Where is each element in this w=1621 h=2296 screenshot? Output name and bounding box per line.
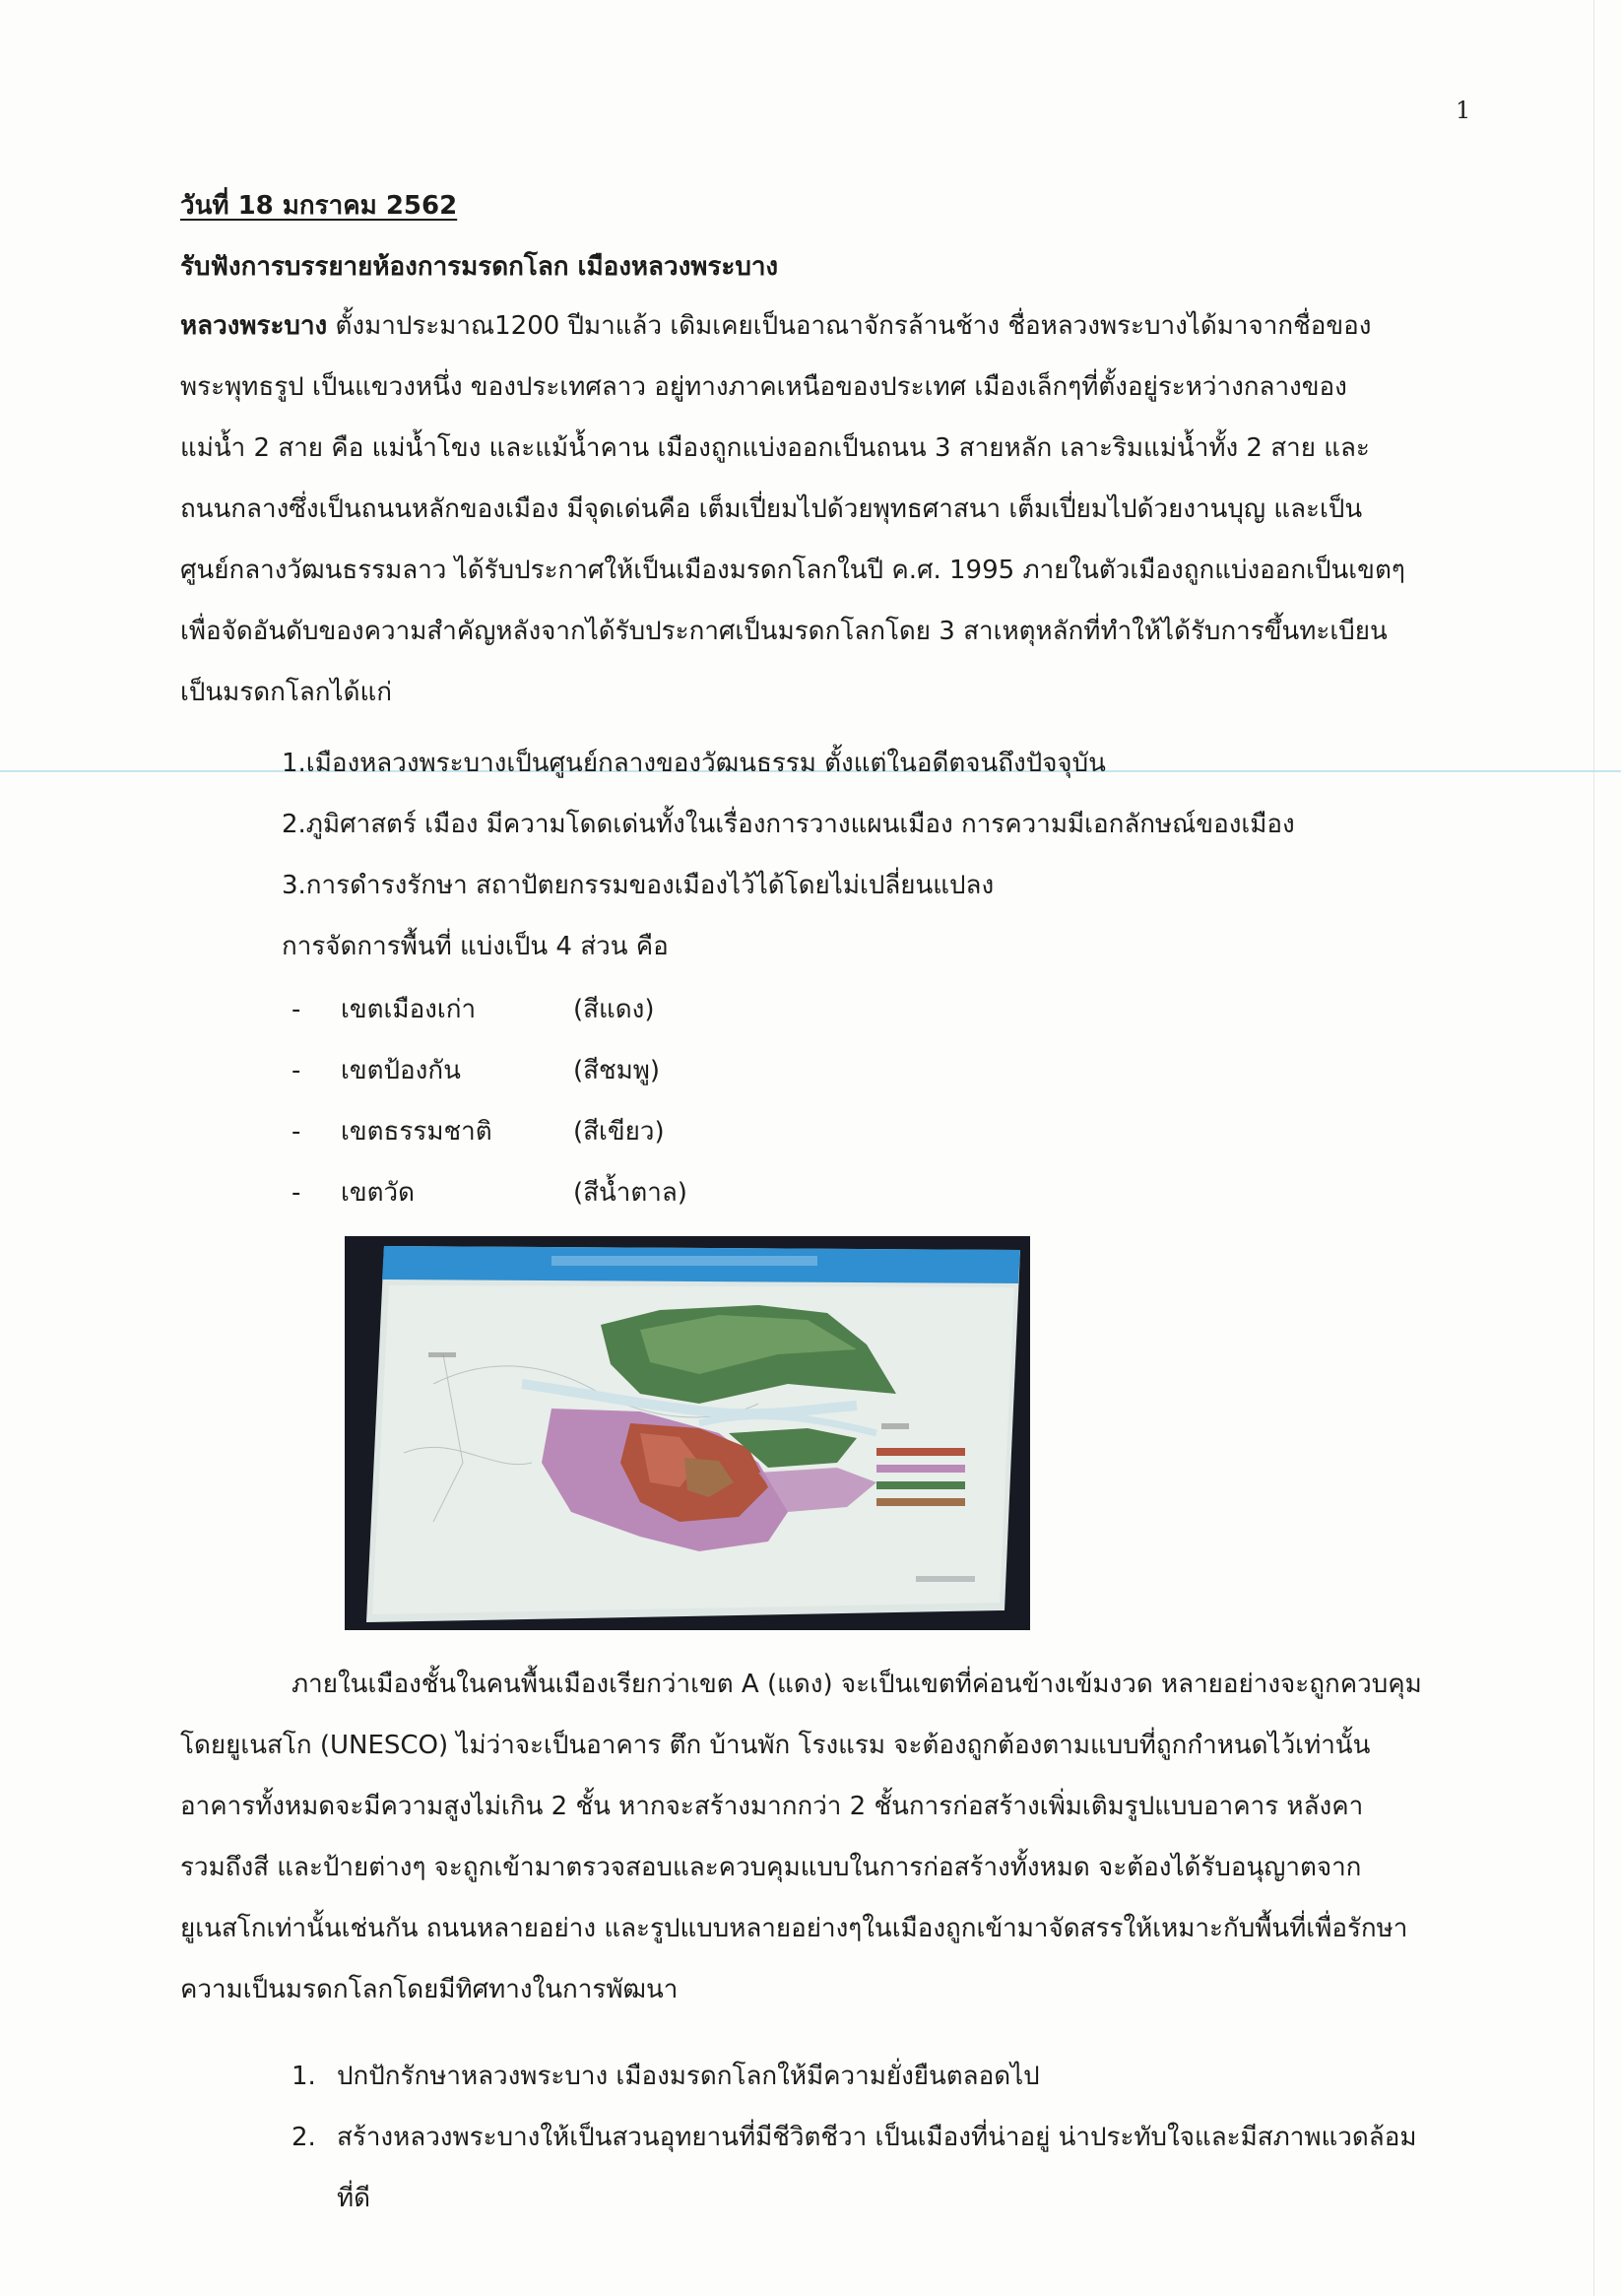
reason-item-3: 3.การดำรงรักษา สถาปัตยกรรมของเมืองไว้ได้โดยไม่เปลี่ยนแปลง <box>282 871 995 900</box>
goal-text: สร้างหลวงพระบางให้เป็นสวนอุทยานที่มีชีวิตชีวา เป็นเมืองที่น่าอยู่ น่าประทับใจและมีสภาพแวดล้อม <box>337 2123 1417 2152</box>
zone-dash: - <box>292 995 301 1024</box>
intro-line-4: ถนนกลางซึ่งเป็นถนนหลักของเมือง มีจุดเด่นคือ เต็มเปี่ยมไปด้วยพุทธศาสนา เต็มเปี่ยมไปด้วยงานบุญ และเป็น <box>180 494 1363 524</box>
document-title: รับฟังการบรรยายห้องการมรดกโลก เมืองหลวงพระบาง <box>180 252 779 282</box>
body-line-3: อาคารทั้งหมดจะมีความสูงไม่เกิน 2 ชั้น หากจะสร้างมากกว่า 2 ชั้นการก่อสร้างเพิ่มเติมรูปแบบอาคาร หลังคา <box>180 1792 1364 1821</box>
body-line-6: ความเป็นมรดกโลกโดยมีทิศทางในการพัฒนา <box>180 1975 679 2004</box>
zone-name: เขตป้องกัน <box>341 1056 461 1085</box>
page-number: 1 <box>1456 97 1471 124</box>
reason-item-1: 1.เมืองหลวงพระบางเป็นศูนย์กลางของวัฒนธรรม ตั้งแต่ในอดีตจนถึงปัจจุบัน <box>282 749 1106 778</box>
intro-lead: หลวงพระบาง <box>180 311 328 341</box>
scan-edge-line <box>1593 0 1594 2296</box>
zone-dash: - <box>292 1056 301 1085</box>
zone-color: (สีน้ำตาล) <box>573 1178 687 1208</box>
zone-name: เขตเมืองเก่า <box>341 995 477 1024</box>
intro-line-7: เป็นมรดกโลกได้แก่ <box>180 678 392 707</box>
intro-line-1 <box>180 309 1371 343</box>
body-line-2: โดยยูเนสโก (UNESCO) ไม่ว่าจะเป็นอาคาร ตึก บ้านพัก โรงแรม จะต้องถูกต้องตามแบบที่ถูกกำหนดไว้เท่านั้น <box>180 1731 1371 1760</box>
body-line-1: ภายในเมืองชั้นในคนพื้นเมืองเรียกว่าเขต A (แดง) จะเป็นเขตที่ค่อนข้างเข้มงวด หลายอย่างจะถูกควบคุม <box>292 1670 1422 1699</box>
map-photo-illustration <box>345 1236 1030 1630</box>
date-heading: วันที่ 18 มกราคม 2562 <box>180 191 458 221</box>
zone-dash: - <box>292 1117 301 1147</box>
intro-line-5: ศูนย์กลางวัฒนธรรมลาว ได้รับประกาศให้เป็นเมืองมรดกโลกในปี ค.ศ. 1995 ภายในตัวเมืองถูกแบ่งออกเป็นเขตๆ <box>180 556 1405 585</box>
zone-color: (สีชมพู) <box>573 1056 661 1085</box>
body-line-4: รวมถึงสี และป้ายต่างๆ จะถูกเข้ามาตรวจสอบและควบคุมแบบในการก่อสร้างทั้งหมด จะต้องได้รับอนุญาตจาก <box>180 1853 1362 1882</box>
intro-line-2: พระพุทธรูป เป็นแขวงหนึ่ง ของประเทศลาว อยู่ทางภาคเหนือของประเทศ เมืองเล็กๆที่ตั้งอยู่ระหว่างกลางของ <box>180 372 1347 402</box>
zoning-map-photo <box>345 1236 1030 1630</box>
reason-item-2: 2.ภูมิศาสตร์ เมือง มีความโดดเด่นทั้งในเรื่องการวางแผนเมือง การความมีเอกลักษณ์ของเมือง <box>282 810 1295 839</box>
goal-text: ปกปักรักษาหลวงพระบาง เมืองมรดกโลกให้มีความยั่งยืนตลอดไป <box>337 2062 1040 2091</box>
zone-color: (สีเขียว) <box>573 1117 665 1147</box>
goal-number: 1. <box>292 2062 316 2091</box>
intro-line-3: แม่น้ำ 2 สาย คือ แม่น้ำโขง และแม้น้ำคาน เมืองถูกแบ่งออกเป็นถนน 3 สายหลัก เลาะริมแม่น้ำทั้ง 2 สาย และ <box>180 433 1370 463</box>
zone-color: (สีแดง) <box>573 995 655 1024</box>
zone-dash: - <box>292 1178 301 1208</box>
zone-name: เขตวัด <box>341 1178 416 1208</box>
goal-number: 2. <box>292 2123 316 2152</box>
zones-intro: การจัดการพื้นที่ แบ่งเป็น 4 ส่วน คือ <box>282 932 669 961</box>
body-line-5: ยูเนสโกเท่านั้นเช่นกัน ถนนหลายอย่าง และรูปแบบหลายอย่างๆในเมืองถูกเข้ามาจัดสรรให้เหมาะกับพื้นที่เพื่อรักษา <box>180 1914 1408 1943</box>
zone-name: เขตธรรมชาติ <box>341 1117 492 1147</box>
goal-text-continuation: ที่ดี <box>337 2184 371 2213</box>
intro-line-1-text: ตั้งมาประมาณ1200 ปีมาแล้ว เดิมเคยเป็นอาณาจักรล้านช้าง ชื่อหลวงพระบางได้มาจากชื่อของ <box>327 311 1372 341</box>
intro-line-6: เพื่อจัดอันดับของความสำคัญหลังจากได้รับประกาศเป็นมรดกโลกโดย 3 สาเหตุหลักที่ทำให้ได้รับการขึ้นทะเบียน <box>180 617 1388 646</box>
